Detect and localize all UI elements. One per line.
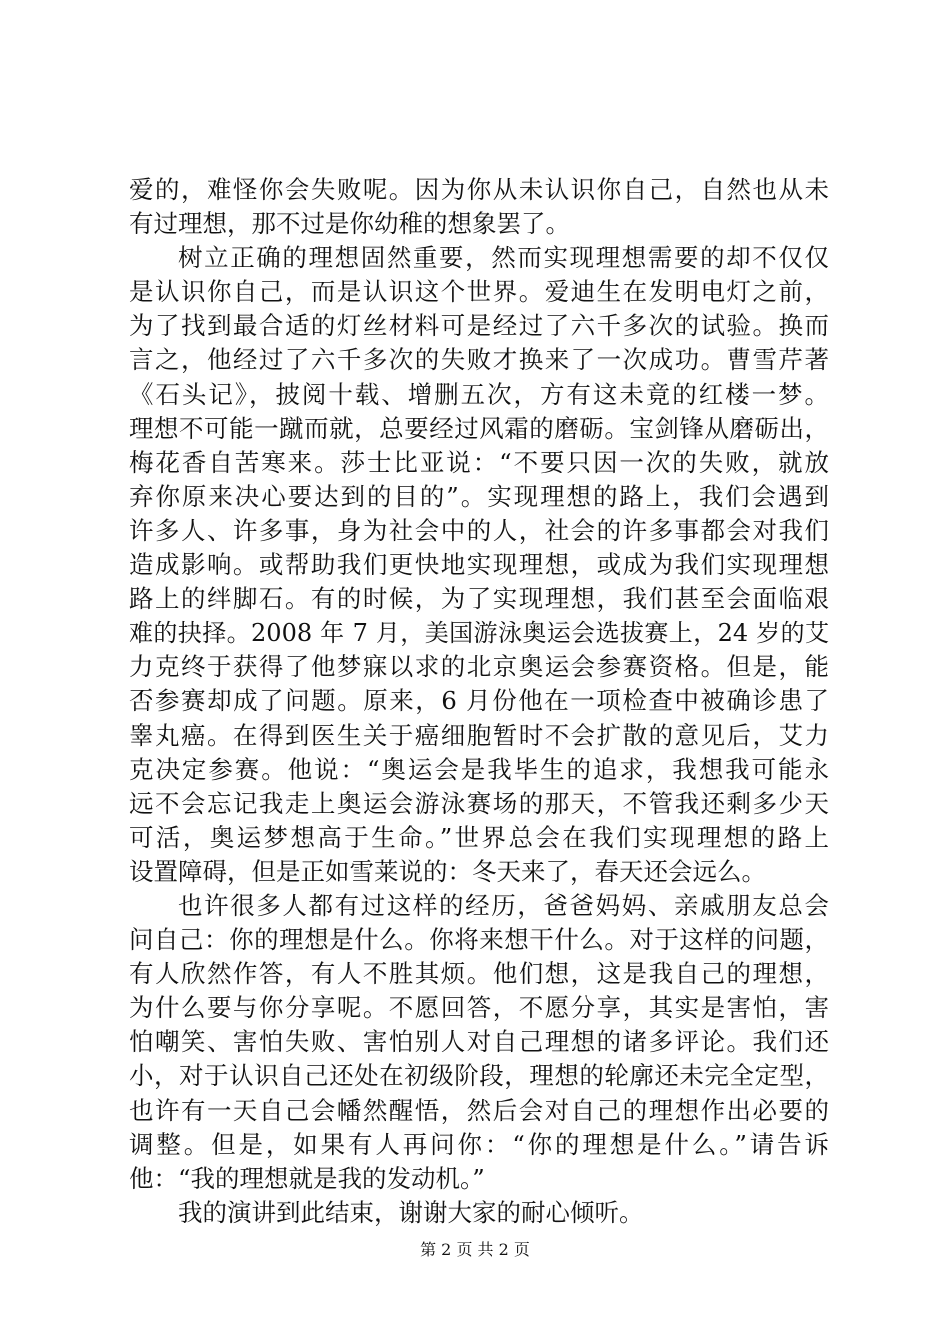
text-line: 可活，奥运梦想高于生命。”世界总会在我们实现理想的路上	[129, 822, 829, 852]
text-line: 有过理想，那不过是你幼稚的想象罢了。	[129, 209, 570, 239]
text-line: 远不会忘记我走上奥运会游泳赛场的那天，不管我还剩多少天	[129, 788, 829, 818]
text-line: 睾丸癌。在得到医生关于癌细胞暂时不会扩散的意见后，艾力	[129, 720, 829, 750]
text-line: 调整。但是，如果有人再问你：“你的理想是什么。”请告诉	[129, 1129, 829, 1159]
text-line: 为什么要与你分享呢。不愿回答，不愿分享，其实是害怕，害	[129, 993, 829, 1023]
page-footer: 第 2 页 共 2 页	[420, 1240, 530, 1259]
text-line: 为了找到最合适的灯丝材料可是经过了六千多次的试验。换而	[129, 311, 829, 341]
text-line: 也许很多人都有过这样的经历，爸爸妈妈、亲戚朋友总会	[178, 890, 829, 920]
text-line: 否参赛却成了问题。原来，6 月份他在一项检查中被确诊患了	[129, 686, 829, 716]
text-line: 我的演讲到此结束，谢谢大家的耐心倾听。	[178, 1197, 644, 1227]
text-line: 路上的绊脚石。有的时候，为了实现理想，我们甚至会面临艰	[129, 584, 829, 614]
text-line: 《石头记》，披阅十载、增删五次，方有这未竟的红楼一梦。	[129, 379, 829, 409]
text-line: 造成影响。或帮助我们更快地实现理想，或成为我们实现理想	[129, 550, 829, 580]
text-line: 力克终于获得了他梦寐以求的北京奥运会参赛资格。但是，能	[129, 652, 829, 682]
text-line: 他：“我的理想就是我的发动机。”	[129, 1163, 485, 1193]
text-line: 言之，他经过了六千多次的失败才换来了一次成功。曹雪芹著	[129, 345, 829, 375]
text-line: 难的抉择。2008 年 7 月，美国游泳奥运会选拔赛上，24 岁的艾	[129, 619, 829, 648]
text-line: 有人欣然作答，有人不胜其烦。他们想，这是我自己的理想，	[129, 959, 829, 989]
body-text	[129, 173, 829, 1230]
text-line: 许多人、许多事，身为社会中的人，社会的许多事都会对我们	[129, 515, 829, 545]
text-line: 树立正确的理想固然重要，然而实现理想需要的却不仅仅	[178, 243, 829, 273]
text-line: 也许有一天自己会幡然醒悟，然后会对自己的理想作出必要的	[129, 1095, 829, 1125]
text-line: 理想不可能一蹴而就，总要经过风霜的磨砺。宝剑锋从磨砺出，	[129, 413, 829, 443]
text-line: 设置障碍，但是正如雪莱说的：冬天来了，春天还会远么。	[129, 856, 766, 886]
text-line: 弃你原来决心要达到的目的”。实现理想的路上，我们会遇到	[129, 481, 829, 511]
text-line: 梅花香自苦寒来。莎士比亚说：“不要只因一次的失败，就放	[129, 447, 829, 477]
text-line: 问自己：你的理想是什么。你将来想干什么。对于这样的问题，	[129, 925, 829, 955]
text-line: 怕嘲笑、害怕失败、害怕别人对自己理想的诸多评论。我们还	[129, 1027, 829, 1057]
text-line: 爱的，难怪你会失败呢。因为你从未认识你自己，自然也从未	[129, 175, 829, 204]
text-line: 是认识你自己，而是认识这个世界。爱迪生在发明电灯之前，	[129, 277, 829, 307]
text-line: 克决定参赛。他说：“奥运会是我毕生的追求，我想我可能永	[129, 754, 829, 784]
text-line: 小，对于认识自己还处在初级阶段，理想的轮廓还未完全定型，	[129, 1061, 829, 1091]
